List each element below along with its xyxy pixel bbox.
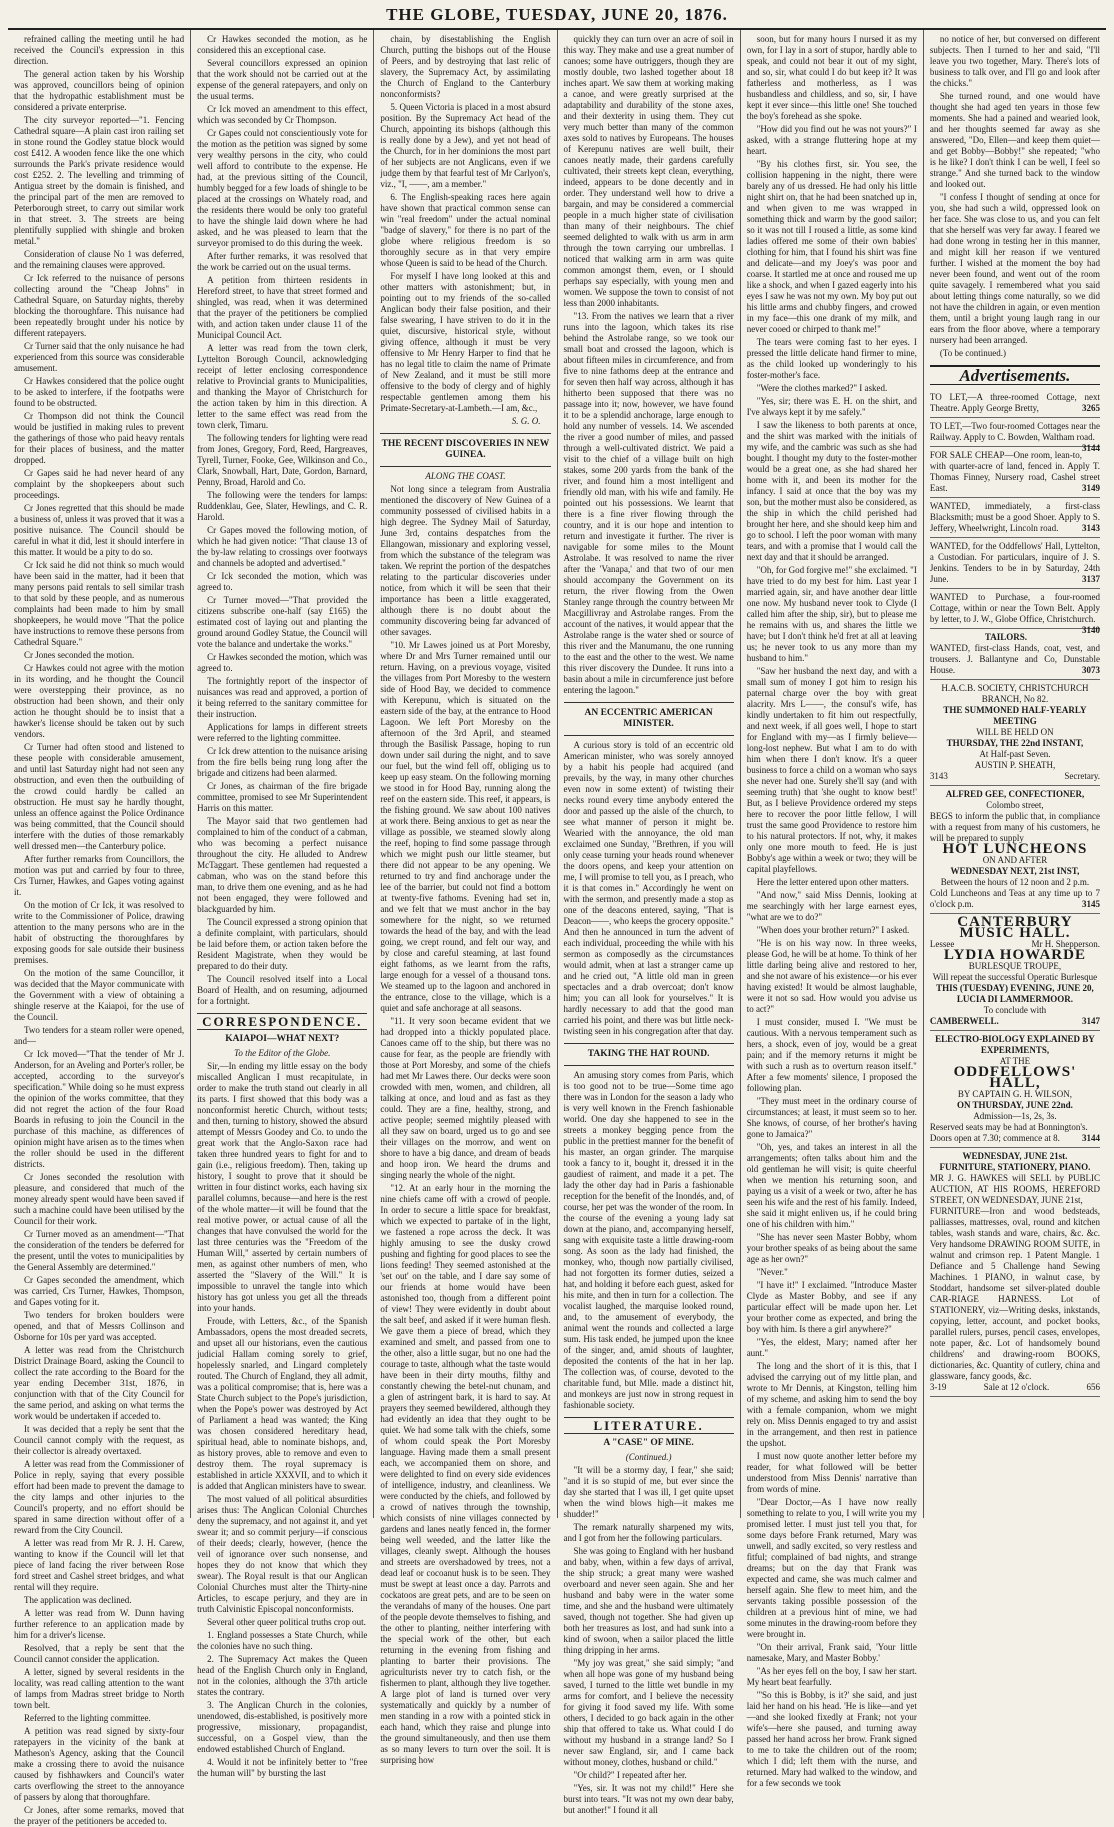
paragraph: 4. Would it not be infinitely better to "free the human will" by bursting the last [197, 1757, 368, 1778]
paragraph: The Council resolved itself into a Local Board of Health, and on resuming, adjourned for a fortnight. [197, 974, 368, 1006]
paragraph: The long and the short of it is this, that I advised the carrying out of my little plan, and wrote to Mr Dennis, at Kingston, telling him of my scheme, and asking him to send the boy with a female companion, whom we might rely on. Miss Dennis engaged to try and assist in the arrangement, and then rest in patience the upshot. [746, 1361, 917, 1448]
paragraph: no notice of her, but conversed on different subjects. Then I turned to her and said, "I'll leave you two together, Mary. There's lots of business to talk over, and I'll go and look after the chicks." [929, 34, 1101, 88]
alfred-foot [930, 888, 1100, 910]
paragraph: Cr Hawkes could not agree with the motion in its wording, and he thought the Council were overstepping their province, as no obstruction had been shown, and their only action he thought should be to insist that a hawker's license should be taken out by such vendors. [14, 663, 185, 739]
paragraph: For myself I have long looked at this and other matters with astonishment; but, in pointing out to my friends of the so-called Anglican body their false position, and their false swearing, I have striven to do it in the quiet, discursive, historical style, without giving offence, although it must be very offensive to Mr Henry Harper to find that he has no legal title to claim the name of Primate of New Zealand, and it must be still more offensive to the body of clergy and of highly respectable gentlemen among them his Primate-Secretary-at-Lambeth.—I am, &c., [380, 271, 551, 413]
paragraph: "10. Mr Lawes joined us at Port Moresby, where Dr and Mrs Turner remained until our return. Having, on a previous voyage, visited the villages from Port Moresby to the western side of Hood Bay, we decided to commence with Kerepunu, which is situated on the eastern side of the bay, at the entrance to Hood Lagoon. We left Port Moresby on the afternoon of the 3rd April, and steamed through the Basilisk Passage, hoping to run down under sail during the night, and to save our fuel, but the wind fell off, obliging us to keep up easy steam. On the following morning we stood in for Hood Bay, running along the reef on the eastern side. This reef, it appears, is the fishing ground. We saw about 100 natives at work there. Being anxious to get as near the village as possible, we steamed slowly along the reef, hoping to find some passage through which we might push our little steamer, but there did not appear to be any opening. We returned to try and find anchorage under the lee of the barrier, but could not find a bottom at twenty-five fathoms. Evening had set in, and we felt that we must anchor in the bay somewhere for the night, so we returned towards the head of the bay, and with the lead going, we crept round, and felt our way, and by close and careful steaming, at last found eight fathoms, as we learnt from the rafts, large enough for a vessel of a thousand tons. We steamed up to the lagoon and anchored in the entrance, close to the village, which is a quiet and safe anchorage at all seasons. [380, 640, 551, 1013]
music-hall-ad [930, 914, 1100, 1031]
paragraph: The general action taken by his Worship was approved, councillors being of opinion that the hydropathic establishment must be considered a private enterprise. [14, 69, 185, 112]
paragraph: Cr Turner moved—"That provided the citizens subscribe one-half (say £165) the estimated cost of laying out and planting the ground around Godley Statue, the Council will vote the balance and undertake the works." [197, 595, 368, 649]
paragraph: The remark naturally sharpened my wits, and I got from her the following particulars. [563, 1522, 734, 1543]
paragraph: "They must meet in the ordinary course of circumstances; at least, it must seem so to her. She knows, of course, of her brother's having gone to Jamaica?" [746, 1096, 917, 1139]
electro-at: AT THE [999, 1056, 1031, 1066]
tailors-heading: TAILORS. [984, 632, 1027, 642]
classified-ad [929, 589, 1101, 635]
paragraph: A letter was read from the Christchurch District Drainage Board, asking the Council to collect the rate according to the Board for the year ending December 31st, 1876, in conjunction with that of the City Council for the same period, and asking on what terms the work would be undertaken if acceded to. [14, 1345, 185, 1421]
paragraph: "Oh, for God forgive me!" she exclaimed. "I have tried to do my best for him. Last year I married again, sir, and have another dear little one now. My husband never took to Clyde (I called him after the ship, sir), but to please me he remains with us, and shares the little we have; but I don't think he'd fret at all at leaving us; he never took to us any more than my husband to him." [746, 565, 917, 663]
paragraph: "Saw her husband the next day, and with a small sum of money I got him to resign his paternal charge over the boy with great alacrity. Mrs L——, the consul's wife, has kindly undertaken to fit him out respectfully, and next week, if all goes well, I hope to start for England with my—as I firmly believe—long-lost nephew. But what I am to do with him when there I don't know. It's a queer business to force a child on a woman who says she never had one. Surely she'll say (and with seeming truth) that 'she ought to know best!' But, as I believe Providence ordered my steps here to recover the poor little fellow, I will trust the same good Providence to restore him to his natural protectors. If not, why, it makes only one more mouth to feed. He is just Bobby's age within a week or two; they will be capital playfellows. [746, 666, 917, 874]
masthead: THE GLOBE, TUESDAY, JUNE 20, 1876. [8, 4, 1106, 30]
music-cam: CAMBERWELL. [929, 1016, 999, 1026]
electro-ad [930, 1031, 1100, 1148]
paragraph: I saw the likeness to both parents at once, and the shirt was marked with the initials of my wife, and the cambric was such as she had bought. I thought my duty to the foster-mother would be a great one, as she had shared her home with it, and been its mother for the infancy. I said at once that the boy was my son, but the mother must also be considered, as the ship in which the child perished had brought her here, and she should keep him and go to school. I left the poor woman with many tears, and with a promise that I would call the next day and that it should be arranged. [746, 420, 917, 562]
electro-title: ELECTRO-BIOLOGY EXPLAINED BY EXPERIMENTS, [935, 1034, 1095, 1055]
hacbs-line2: WILL BE HELD ON [976, 727, 1054, 737]
literature-title: A "CASE" OF MINE. [603, 1438, 694, 1448]
electro-on: ON THURSDAY, JUNE 22nd. [956, 1100, 1073, 1110]
paragraph: An amusing story comes from Paris, which is too good not to be true—Some time ago there was in London for the season a lady who is very well known in the French fashionable world. One day she happened to see in the streets a monkey begging pence from the public in the prettiest manner for the benefit of his master, an organ grinder. The marquise took a fancy to it, bought it, dressed it in the gaudiest of raiment, and made it a pet. The lady the other day had in Paris a fashionable reception for the benefit of the Inondés, and, of course, her pet was the wonder of the room. In the course of the evening a young lady sat down at the piano, and, accompanying herself, sang with exquisite taste a little drawing-room song. As soon as the lady had finished, the monkey, who, though now partially civilised, had not forgotten its former duties, seized a hat, and holding it before each guest, asked for his mite, and then in turn for a collection. The vocalist laughed, the marquise looked round, and, to the amusement of everybody, the animal went the rounds and collected a large sum. His task ended, he jumped upon the knee of the singer, and, amid shouts of laughter, deposited the contents of the hat in her lap. The collection was, of course, devoted to the charitable fund, but Mlle. made a distinct hit, and monkeys are just now in strong request in fashionable society. [563, 1070, 734, 1410]
columns [8, 30, 1106, 1826]
paragraph: Cr Ick seconded the motion, which was agreed to. [197, 571, 368, 592]
hacbs-line3: THURSDAY, THE 22nd INSTANT, [946, 738, 1084, 748]
correspondence-heading-block [197, 1013, 367, 1030]
paragraph: Cr Ick moved an amendment to this effect, which was seconded by Cr Thompson. [197, 104, 368, 125]
paragraph: The Mayor said that two gentlemen had complained to him of the conduct of a cabman, who was becoming a perfect nuisance throughout the city. He alluded to Andrew McTaggart. These gentlemen had requested a cabman, who was on the stand before this man, to drive them one evening, and as he had not been engaged, they were followed and blackguarded by him. [197, 816, 368, 914]
paragraph: Cr Turner had often stood and listened to these people with considerable amusement, and until last Saturday night had not seen any obstruction, and even then the outbuilding of the crowd could hardly be called an obstruction. He must say he hardly thought, unless an offence against the Police Ordinance was being committed, that the Council should interfere with the duties of those remarkably well dressed men—the Canterbury police. [14, 742, 185, 851]
hat-title: TAKING THE HAT ROUND. [587, 1049, 710, 1059]
paragraph: Referred to the lighting committee. [24, 1713, 151, 1723]
paragraph: A letter was read from the Commissioner of Police in reply, saying that every possible effort had been made to prevent the damage to the city lamps and other injuries to the Council's property, and no effort should be spared in same direction without offer of a reward from the City Council. [14, 1459, 185, 1535]
column-2 [191, 30, 374, 1778]
paragraph: 2. The Supremacy Act makes the Queen head of the English Church only in England, not in the colonies, although the 37th article states the contrary. [197, 1654, 368, 1697]
paragraph: (To be continued.) [939, 348, 1006, 358]
column-5 [741, 30, 924, 1788]
electro-res: Reserved seats may be had at Bonnington's. [929, 1122, 1088, 1132]
classified-ad-ref: 3137 [1082, 574, 1101, 584]
classified-ad-text: TO LET,—A three-roomed Cottage, next Theatre. Apply George Bretty, [929, 392, 1101, 413]
paragraph: refrained calling the meeting until he had received the Council's expression in this direction. [14, 34, 185, 66]
auction-sub: FURNITURE, STATIONERY, PIANO. [939, 1162, 1091, 1172]
auction-body: FURNITURE—Iron and wood bedsteads, palliasses, mattresses, oval, round and kitchen tables, wash stands and ware, chairs, &c. &c. Very handsome DRAWING ROOM SUITE, in walnut and crimson rep. 1 Patent Mangle. 1 Defiance and 5 Challenge hand Sewing Machines. 1 PIANO, in walnut case, by Stoddart, handsome set silver-plated double CAR-RIAGE HARNESS. Lot of STATIONERY, viz—Writing desks, inkstands, copying, letter, account, and pocket books, parallel rulers, purses, pencil cases, envelopes, note paper, &c. Lot of handsomely bound childrens' and drawing-room BOOKS, dictionaries, &c. Quantity of cutlery, china and glassware, fancy goods, &c. [929, 1206, 1101, 1381]
paragraph: Cr Ick drew attention to the nuisance arising from the fire bells being rung long after the brigade and citizens had been alarmed. [197, 746, 368, 778]
music-troupe: LYDIA HOWARDE [943, 947, 1086, 963]
paragraph: Cr Hawkes seconded the motion, as he considered this an exceptional case. [197, 34, 368, 55]
hat-heading-block [564, 1043, 734, 1066]
alfred-ref: 3145 [1082, 899, 1101, 909]
paragraph: "And now," said Miss Dennis, looking at me searchingly with her large earnest eyes, "what are we to do?" [746, 890, 917, 922]
paragraph: "'So this is Bobby, is it?' she said, and just laid her hand on his head. 'He is like—and yet—and she looked fixedly at Frank; not your wife's—here she paused, and turning away passed her hand across her brow. Frank signed to me to take the children out of the room; which I did; left them with the nurse, and returned. Mary had walked to the window, and for a few seconds we took [746, 1690, 917, 1788]
alfred-big: HOT LUNCHEONS [942, 841, 1088, 857]
paragraph: "Yes, sir. It was not my child!" Here she burst into tears. "It was not my own dear baby, but another!" I found it all [563, 1783, 734, 1815]
paragraph: I must consider, mused I. "We must be cautious. With a nervous temperament such as hers, a shock, even of joy, would be a great pain; and if the memory returns it might be with such a rush as to overturn reason itself." After a few moments' silence, I proposed the following plan. [746, 1017, 917, 1093]
paragraph: Cr Ick said he did not think so much would have been said in the matter, had it been that many persons paid rentals to sell similar trash to that sold by these people, and as numerous complaints had been made to him by small shopkeepers, he would move "That the police have instructions to remove these persons from Cathedral Square." [14, 560, 185, 647]
paragraph: Cr Thompson did not think the Council would be justified in making rules to prevent the gatherings of those who paid heavy rentals for their places of business, and the matter dropped. [14, 411, 185, 465]
paragraph: Cr Gapes said he had never heard of any complaint by the shopkeepers about such proceedings. [14, 468, 185, 500]
alfred-text: BEGS to inform the public that, in compliance with a request from many of his customers, he will be prepared to supply [929, 811, 1101, 843]
paragraph: Applications for lamps in different streets were referred to the lighting committee. [197, 722, 368, 743]
paragraph: On the motion of the same Councillor, it was decided that the Mayor communicate with the Government with a view of obtaining a shingle reserve at the Kaiapoi, for the use of the Council. [14, 968, 185, 1022]
paragraph: quickly they can turn over an acre of soil in this way. They make and use a great number of canoes; some have outriggers, though they are mostly double, two lashed together about 18 inches apart. We saw them at working making a canoe, and were greatly surprised at the adaptability and durability of the stone axes, and their dexterity in using them. They cut very much better than many of the common axes sold to natives by Europeans. The houses of Kerepunu natives are well built, their canoes neatly made, their gardens carefully cultivated, their streets kept clean, everything, indeed, appears to be done decently and in order. They understand well how to drive a bargain, and may be considered a commercial people in a much higher state of civilisation than many of their neighbours. The chief seemed delighted to walk with us arm in arm through the town carrying our umbrellas. I noticed that walking arm in arm was quite common amongst them, even, or I should perhaps say especially, with young men and women. We suppose the town to consist of not less than 2000 inhabitants. [563, 34, 734, 308]
paragraph: "Never." [756, 1267, 788, 1277]
correspondence-to: To the Editor of the Globe. [234, 1048, 331, 1058]
hacbs-line4: At Half-past Seven. [979, 749, 1051, 759]
paragraph: The fortnightly report of the inspector of nuisances was read and approved, a portion of it being referred to the sanitary committee for their instruction. [197, 676, 368, 719]
paragraph: Cr Gapes moved the following motion, of which he had given notice: "That clause 13 of the by-law relating to crossings over footways and channels be adopted and advertised." [197, 525, 368, 568]
classified-ad-ref: 3149 [1082, 483, 1101, 493]
paragraph: "Were the clothes marked?" I asked. [756, 383, 888, 393]
paragraph: The application was declined. [24, 1595, 132, 1605]
classified-ad [930, 538, 1100, 589]
literature-heading: LITERATURE. [593, 1418, 704, 1433]
paragraph: Cr Jones seconded the resolution with pleasure, and considered that much of the money already spent would have been saved if such a machine could have been utilised by the Council for their work. [14, 1172, 185, 1226]
paragraph: The Council expressed a strong opinion that a definite complaint, with particulars, should be laid before them, or action taken before the Resident Magistrate, when they would be prepared to do their duty. [197, 917, 368, 971]
paragraph: 3. The Anglican Church in the colonies, unendowed, dis-established, is positively more progressive, missionary, propagandist, successful, on a Gospel view, than the endowed established Church of England. [197, 1700, 368, 1754]
music-this: THIS (TUESDAY) EVENING, JUNE 20, [936, 983, 1094, 993]
classified-ad-ref: 3265 [1082, 403, 1101, 413]
paragraph: Cr Gapes seconded the amendment, which was carried, Crs Turner, Hawkes, Thompson, and Gapes voting for it. [14, 1275, 185, 1307]
paragraph: 5. Queen Victoria is placed in a most absurd position. By the Supremacy Act head of the Church, appointing its bishops (although this is really done by a Jew), and yet not head of the Church, for in her dominions the most part of her subjects are not Anglicans, even if we judge them by that fearful test of Mr Carlyon's, viz., "I, ——, am a member." [380, 102, 551, 189]
paragraph: A letter, signed by several residents in the locality, was read calling attention to the want of lamps from Madras street bridge to North town belt. [14, 1667, 185, 1710]
paragraph: A letter was read from Mr R. J. H. Carew, wanting to know if the Council will let that piece of land facing the river between Rose ford street and Cashel street bridges, and what rental will they require. [14, 1538, 185, 1592]
paragraph: Cr Gapes could not conscientiously vote for the motion as the petition was signed by some very wealthy persons in the city, who could well afford to contribute to the expense. He had, at the previous sitting of the Council, humbly begged for a few loads of shingle to be placed at the crossings on Whately road, and the residents there would be only too grateful to have the shingle laid down where he had asked, and he was pleased to learn that the surveyor promised to do this during the week. [197, 128, 368, 248]
eccentric-title: AN ECCENTRIC AMERICAN MINISTER. [584, 708, 713, 729]
alfred-when: ON AND AFTER [982, 855, 1048, 865]
discoveries-heading-block [380, 433, 550, 467]
paragraph: "How did you find out he was not yours?" I asked, with a strange fluttering hope at my heart. [746, 124, 917, 156]
music-conclude: To conclude with [983, 1005, 1047, 1015]
paragraph: The city surveyor reported—"1. Fencing Cathedral square—A plain cast iron railing set in stone round the Godley statue block would cost £412. A wooden fence like the one which surrounds the Park's private residence would cost £252. 2. The levelling and trimming of Antigua street by the domain is finished, and the principal part of the men are removed to Peterborough street, to carry out similar work in that street. 3. The streets are being plentifully supplied with shingle and broken metal." [14, 115, 185, 246]
music-burl: BURLESQUE TROUPE, [968, 961, 1062, 971]
advertisements-heading: Advertisements. [930, 365, 1100, 385]
music-lessee-name: Mr H. Shepperson. [1031, 939, 1101, 949]
paragraph: A letter was read from W. Dunn having further reference to an application made by him for a driver's license. [14, 1608, 185, 1640]
paragraph: Cr Jones regretted that this should be made a business of, unless it was proved that it was a positive nuisance. The Council should be careful in what it did, lest it should interfere in this matter. It would be a pity to do so. [14, 503, 185, 557]
electro-foot [930, 1133, 1100, 1144]
paragraph: "She has never seen Master Bobby, whom your brother speaks of as being about the same age as her own?" [746, 1232, 917, 1264]
paragraph: Several other queer political truths crop out. [207, 1617, 366, 1627]
classified-ad-text: TO LET,—Two four-roomed Cottages near the Railway. Apply to C. Bowden, Waltham road. [929, 421, 1101, 442]
paragraph: After further remarks from Councillors, the motion was put and carried by four to three, Crs Turner, Hawkes, and Gapes voting against it. [14, 854, 185, 897]
classified-ad-ref: 3143 [1082, 523, 1101, 533]
tailors-ad [930, 629, 1100, 680]
eccentric-heading-block [564, 702, 734, 736]
discoveries-title: THE RECENT DISCOVERIES IN NEW GUINEA. [381, 439, 550, 460]
paragraph: chain, by disestablishing the English Church, putting the bishops out of the House of Peers, and by destroying that last relic of slavery, the Supremacy Act, by assimilating the Church of England to the Canterbury nonconformists? [380, 34, 551, 99]
paragraph: Cr Turner said that the only nuisance he had experienced from this source was considerable amusement. [14, 341, 185, 373]
column-1 [8, 30, 191, 1826]
paragraph: "Dear Doctor,—As I have now really something to relate to you, I will write you my promised letter. I must just tell you that, for some days before Frank returned, Mary was unwell, and sadly excited, so very restless and fitful; complained of bad nights, and strange dreams; but on the day that Frank was expected and came, she was much calmer and herself again. She flew to meet him, and the servants taking possible possession of the children at a previous hint of mine, we had some minutes in the drawing-room before they were brought in. [746, 1497, 917, 1639]
auction-foot-text: Sale at 12 o'clock. [983, 1382, 1050, 1392]
hacbs-ref: 3143 [929, 771, 948, 781]
paragraph: Cr Jones, after some remarks, moved that the prayer of the petitioners be acceded to. [14, 1805, 185, 1826]
paragraph: Cr Jones, as chairman of the fire brigade committee, promised to see Mr Superintendent Harris on this matter. [197, 781, 368, 813]
paragraph: Two tenders for a steam roller were opened, and— [14, 1025, 185, 1046]
paragraph: The following were the tenders for lamps: Ruddenklau, Gee, Slater, Hewlings, and C. R. Harold. [197, 490, 368, 522]
tailors-ref: 3073 [1082, 665, 1101, 675]
paragraph: "I have it!" I exclaimed. "Introduce Master Clyde as Master Bobby, and see if any particular effect will be made upon her. Let your brother come as expected, and bring the boy with him. Is there a girl anywhere?" [746, 1280, 917, 1334]
paragraph: "11. It very soon became evident that we had dropped into a thickly populated place. Canoes came off to the ship, but there was no cause for fear, as the people are friendly with those at Port Moresby, and some of the chiefs had met Mr Lawes there. Our decks were soon crowded with men, women, and children, all talking at once, and loud and as fast as they could. They are a fine, healthy, strong, and active people; seemed mightily pleased with all they saw on board, urged us to go and see their villages on the morrow, and went on shore to have a big dance, and dream of beads and hoop iron. We heard the drums and singing nearly the whole of the night. [380, 1016, 551, 1180]
paragraph: Froude, with Letters, &c., of the Spanish Ambassadors, opens the most dreaded secrets, and upset all our historians, even the cautious judicial Hallam coming sorely to grief, hopelessly snarled, and Lingard completely routed. The Church of England, they all admit, was a political compromise; that is, here was a State Church subject to the Pope's jurisdiction, when the Pope's power was destroyed by Act of Parliament a head was wanted; the King was chosen considered hereditary head, spiritual head, able to nominate bishops, and, as history proves, able to remove and even to destroy them. The royal supremacy is established in article XXXVII, and to which it is added that Anglican ministers have to swear. [197, 1316, 368, 1491]
paragraph: "My joy was great," she said simply; "and when all hope was gone of my husband being saved, I turned to the little wet bundle in my arms for comfort, and I believe the necessity for giving it food saved my life. With some others, I decided to go back again in the other ship that offered to take us. What could I do without my husband in a strange land? So I never saw England, sir, and I came back without money, clothes, husband or child." [563, 1658, 734, 1767]
column-3 [374, 30, 557, 1765]
paragraph: I must now quote another letter before my reader, for what followed will be better understood from Miss Dennis' narrative than from words of mine. [746, 1451, 917, 1494]
hacbs-name: AUSTIN P. SHEATH, [974, 760, 1056, 770]
paragraph: Cr Ick moved—"That the tender of Mr J. Anderson, for an Aveling and Porter's roller, be accepted, according to the surveyor's specification." While doing so he must express the opinion of the works committee, that they did not regret the action of the four Road Boards in refusing to join the Council in the purchase of this machine, as differences of opinion might have arisen as to the times when the roller should be used in the different districts. [14, 1049, 185, 1169]
paragraph: On the motion of Cr Ick, it was resolved to write to the Commissioner of Police, drawing attention to the many persons who are in the habit of obstructing the thoroughfares by exposing goods for sale outside their business premises. [14, 900, 185, 965]
paragraph: She was going to England with her husband and baby, when, within a few days of arrival, the ship struck; a great many were washed overboard and never seen again. She and her husband and baby were in the water some time, and she and the husband were ultimately saved, though not together. She had given up both her treasures as lost, and had sunk into a kind of swoon, when a sailor placed the little thing dripping in her arms. [563, 1546, 734, 1655]
paragraph: "On their arrival, Frank said, 'Your little namesake, Mary, and Master Bobby.' [746, 1642, 917, 1663]
paragraph: "Yes, sir; there was E. H. on the shirt, and I've always kept it by me safely." [746, 396, 917, 417]
paragraph: A petition from thirteen residents in Hereford street, to have that street formed and shingled, was read, when it was determined that the prayer of the petitioners be complied with, and action taken under clause 11 of the Municipal Council Act. [197, 275, 368, 340]
column-6 [924, 30, 1106, 1518]
alfred-street: Colombo street, [986, 800, 1044, 810]
auction-head: WEDNESDAY, JUNE 21st. [962, 1151, 1068, 1161]
electro-by: BY CAPTAIN G. H. WILSON, [957, 1089, 1072, 1099]
paragraph: Cr Jones seconded the motion. [24, 650, 135, 660]
paragraph: The following tenders for lighting were read from Jones, Gregory, Ford, Reed, Hargreaves, Tyrell, Turner, Fooke, Gee, Wilkinson and Co., Clark, Snowball, Hart, Date, Gordon, Barnard, Penny, Broad, Harold and Co. [197, 433, 368, 487]
paragraph: Sir,—In ending my little essay on the body miscalled Anglican I must recapitulate, in order to make the truth stand out clearly in all its parts. I first showed that this body was a nonconformist heretic Church, without tests; and then, turning to history, showed the absurd attempt of Messrs Goodey and Co. to undo the great work that the Anglo-Saxon race had taken three hundred years to fight for and to gain (i.e., religious freedom). Then, taking up history, I sought to prove that it should be written in four distinct works, each having six parallel columns, because—and here is the rest of the whole matter—it will be found that the real motive power, or actual cause of all the changes that have convulsed the world for the last three centuries was the "Freedom of the Human Will," asserted by certain numbers of men, as against other numbers of men, who asserted the "Slavery of the Will." It is impossible to unravel the tangle into which history has got unless you get all the threads into your hands. [197, 1061, 368, 1313]
paragraph: Two tenders for broken boulders were opened, and that of Messrs Collinson and Osborne for 10s per yard was accepted. [14, 1310, 185, 1342]
classified-ad-text: WANTED to Purchase, a four-roomed Cottage, within or near the Town Belt. Apply by letter, to J. W., Globe Office, Christchurch. [929, 592, 1101, 624]
paragraph: soon, but for many hours I nursed it as my own, for I lay in a sort of stupor, hardly able to speak, and could not bear it out of my sight, and so, sir, what could I do but keep it? It was fatherless and motherless, as I was husbandless and childless, and so, sir, I have kept it ever since—this little one! She touched the boy's forehead as she spoke. [746, 34, 917, 121]
paragraph: "Oh, yes, and takes an interest in all the arrangements; often talks about him and the old gentleman he will visit; is quite cheerful when we mention his returning soon, and paying us a visit of a week or two, after he has seen his wife and the rest of his family. Indeed, she said it might enliven us, if he could bring one of his children with him." [746, 1142, 917, 1229]
paragraph: After further remarks, it was resolved that the work be carried out on the usual terms. [197, 251, 368, 272]
paragraph: Not long since a telegram from Australia mentioned the discovery of New Guinea of a community possessed of civilised habits in a high degree. The Sydney Mail of Saturday, June 3rd, contains despatches from the Ellangowan, missionary and exploring vessel, from which the substance of the telegram was taken. We reprint the portion of the despatches relating to the particular discoveries under notice, from which it will be seen that their importance has been a little exaggerated, although there is no doubt about the community discovering being far advanced of other savages. [380, 484, 551, 637]
classified-ad-text: FOR SALE CHEAP—One room, lean-to, with quarter-acre of land, fenced in. Apply T. Thomas Finney, Nursery road, Cashel street East. [929, 450, 1101, 493]
paragraph: "Yes, the eldest, Mary; named after her aunt." [746, 1337, 917, 1358]
paragraph: It was decided that a reply be sent that the Council cannot comply with the request, as their collector is already overtaxed. [14, 1424, 185, 1456]
music-repeat: Will repeat the successful Operatic Burlesque [932, 972, 1098, 982]
paragraph: Cr Ick referred to the nuisance of persons collecting around the "Cheap Johns" in Cathedral Square, on Saturday nights, thereby blocking the thoroughfare. This nuisance had been repeatedly brought under his notice by different ratepayers. [14, 273, 185, 338]
auction-left: 3-19 [929, 1382, 947, 1392]
signature: S. G. O. [511, 416, 541, 426]
tailors-text: WANTED, first-class Hands, coat, vest, and trousers. J. Ballantyne and Co, Dunstable House. [929, 643, 1101, 675]
electro-adm: Admission—1s, 2s, 3s. [973, 1111, 1057, 1121]
paragraph: Cr Hawkes considered that the police ought to be asked to interfere, if the footpaths were found to be obstructed. [14, 376, 185, 408]
auction-text: MR J. G. HAWKES will SELL by PUBLIC AUCTION, AT HIS ROOMS, HEREFORD STREET, ON WEDNESDAY, JUNE 21st, [929, 1173, 1101, 1205]
column-4 [558, 30, 741, 1815]
paragraph: Several councillors expressed an opinion that the work should not be carried out at the expense of the general ratepayers, and only on the usual terms. [197, 58, 368, 101]
paragraph: 1. England possesses a State Church, while the colonies have no such thing. [197, 1630, 368, 1651]
hacbs-line1: THE SUMMONED HALF-YEARLY MEETING [943, 705, 1087, 726]
paragraph: "I confess I thought of sending at once for you, she had such a wild, oppressed look on her face. She was close to us, and you can felt that she herself was very far away. I feared we had done wrong in testing her in this manner, and might kill her reason if we ventured further. I wished at the moment the boy had never been found, and went out of the room quite savagely. I remembered what you said about letting things come naturally, so we did not have the children in again, or even mention them, until a bright young laugh rang in our ears from the floor above, where a temporary nursery had been arranged. [929, 192, 1101, 345]
hacbs-footer [930, 771, 1100, 782]
paragraph: "Or child?" I repeated after her. [573, 1770, 687, 1780]
classified-ad [929, 418, 1101, 453]
correspondence-heading: CORRESPONDENCE. [202, 1014, 363, 1029]
electro-big: ODDFELLOWS' HALL, [953, 1064, 1077, 1091]
auction-ad [930, 1148, 1100, 1397]
paragraph: "He is on his way now. In three weeks, please God, he will be at home. To think of her little darling being alive and restored to her, and she not aware of his existence—or his ever having existed! It would be almost laughable, were it not so sad. How would you advise us to act?" [746, 938, 917, 1014]
paragraph: "By his clothes first, sir. You see, the collision happening in the night, there were barely any of us dressed. He had only his little night shirt on, that he had been snatched up in, and when given to me was wrapped in something thick and warm by the good sailor; so it was not till I roused a little, as some kind ladies offered me some of their own babies' clothing for him, that I found his shirt was fine and delicate—and my Joey's was poor and coarse. It startled me at once and roused me up like a shock, and when I gazed eagerly into his eyes I saw he was not my own. My boy put out his little arms and chubby fingers, and crowed in my face—this one drank of my milk, and never cooed or chirped to thank me!" [746, 159, 917, 334]
classified-ad-text: WANTED, for the Oddfellows' Hall, Lyttelton, a Custodian. For particulars, inquire of J. S. Jenkins. Tenders to be in by Saturday, 24th June. [929, 541, 1101, 584]
paragraph: She turned round, and one would have thought she had aged ten years in those few moments. She had a pained and wearied look, and her thoughts seemed far away as she answered, "Do, Ellen—and keep them quiet—and get Bobby—Bobby!" she repeated; "who is he like? I don't think I can be well, I feel so strange." And she turned back to the window and looked out. [929, 91, 1101, 189]
paragraph: "When does your brother return?" I asked. [756, 925, 910, 935]
correspondence-title: KAIAPOI—WHAT NEXT? [225, 1034, 340, 1044]
auction-foot [930, 1382, 1100, 1393]
classified-ad-text: WANTED, immediately, a first-class Blacksmith; must be a good Shoer. Apply to S. Jeffery, Wheelwright, Lincoln road. [929, 501, 1101, 533]
paragraph: 6. The English-speaking races here again have shown that practical common sense can win "real freedom" under the actual nominal "badge of slavery," for there is no part of the globe where religious freedom is so thoroughly secure as in that very empire whose Queen is said to be head of the Church. [380, 192, 551, 268]
literature-heading-block [564, 1417, 734, 1434]
discoveries-subtitle: ALONG THE COAST. [425, 471, 506, 481]
classified-ad [930, 498, 1100, 538]
alfred-date: WEDNESDAY NEXT, 21st INST, [950, 866, 1080, 876]
alfred-foot-text: Cold Luncheons and Teas at any time up to 7 o'clock p.m. [929, 888, 1101, 909]
music-foot [930, 1016, 1100, 1027]
music-ref: 3147 [1082, 1016, 1101, 1026]
alfred-gee-ad [930, 786, 1100, 914]
paragraph: The most valued of all political absurdities arises thus: The Anglican Colonial Churches deny the supremacy, and not against it, and yet swear it; and so commit perjury—if conscious of their deeds; clearly, however, (hence the veil of ignorance over such nonsense, and hopes they do not know that which they swear). The Royal result is that our Anglican Colonial Churches must alter the Thirty-nine Articles, to escape perjury, and they are in truth Calvinistic Episcopal nonconformists. [197, 1494, 368, 1614]
hacbs-ad [930, 680, 1100, 786]
hacbs-role: Secretary. [1064, 771, 1101, 781]
paragraph: A letter was read from the town clerk, Lyttelton Borough Council, acknowledging receipt of letter enclosing correspondence relative to Provincial grants to Municipalities, and thanking the Mayor of Christchurch for the action taken by him in this direction. A letter to the same effect was read from the town clerk, Timaru. [197, 343, 368, 430]
classified-ad [930, 389, 1100, 418]
paragraph: "It will be a stormy day, I fear," she said; "and it is so stupid of me, but ever since the day she started that I was ill, I get quite upset when the wind blows high—it makes me shudder!" [563, 1465, 734, 1519]
paragraph: Cr Turner moved as an amendment—"That the consideration of the tenders be deferred for the present, until the votes to municipalities by the General Assembly are determined." [14, 1229, 185, 1272]
paragraph: Consideration of clause No 1 was deferred, and the remaining clauses were approved. [14, 249, 185, 270]
paragraph: A curious story is told of an eccentric old American minister, who was sorely annoyed by a habit his people had acquired (and prevails, by the way, in many other churches even now in some extent) of twisting their necks round every time anybody entered the door and passed up the aisle of the church, to see what manner of person it might be. Wearied with the annoyance, the old man exclaimed one Sunday, "Brethren, if you will only cease turning your heads round whenever the doors opens, and keep your attention on me, I will promise to tell you, as I preach, who it is that comes in." Accordingly he went on with the sermon, and presently made a stop as one of the deacons entered, saying, "That is Deacon——, who keeps the grocery opposite." And then he announced in turn the advent of each individual, proceeding the while with his sermon as composedly as the circumstances would admit, when at last a stranger came up and he cried out, "A little old man in green spectacles and a drab overcoat; don't know him; you can all look for yourselves." It is hardly necessary to add that the good man carried his point, and there was but little neck-twisting seen in his congregation after that day. [563, 740, 734, 1036]
paragraph: Resolved, that a reply be sent that the Council cannot consider the application. [14, 1643, 185, 1664]
paragraph: The tears were coming fast to her eyes. I pressed the little delicate hand firmer to mine, as the child looked up wonderingly to his foster-mother's face. [746, 337, 917, 380]
music-lessee: Lessee [929, 939, 955, 949]
paragraph: "13. From the natives we learn that a river runs into the lagoon, which takes its rise behind the Astrolabe range, so we took our small boat and crossed the lagoon, which is about fifteen miles in circumference, and from five to nine fathoms deep at the entrance and for seven then half way across, although it has hitherto been supposed that there was no passage into it; now, however, we have found it to be a splendid anchorage, large enough to hold any number of vessels. 14. We ascended the river a good number of miles, and passed through a well-cultivated district. We paid a visit to the chief of a village built on high stakes, some 200 yards from the bank of the river, and found him a most intelligent and friendly old man, with his wife and family. He pointed out his possessions. We learnt that there is a fine river flowing through the country, and it is our hope and intention to return and investigate it further. The river is navigable for some miles to the Mount Astrolabe. It was resolved to name the river after the 'Vanapa,' and that two of our men should accompany the Government on its return, the river flowing from the Owen Stanley range through the country between Mr Macgillivray and Astrolabe ranges. From the account of the natives, it would appear that the Astrolabe range is the water shed or source of this river and the Manumanu, the one running to the east and the other to the west. We name this river discovery the Dundee. It runs into a basin about a mile in circumference just before entering the lagoon." [563, 311, 734, 695]
classified-ad-ref: 3144 [1082, 443, 1101, 453]
electro-doors: Doors open at 7.30; commence at 8. [929, 1133, 1060, 1143]
paragraph: "12. At an early hour in the morning the nine chiefs came off with a crowd of people. In order to secure a little space for breakfast, which we expected to partake of in the light, we fastened a rope across the deck. It was highly amusing to see the dusky crowd pushing and fighting for good places to see the lions feeding! They seemed astonished at the 'set out' on the table, and I dare say some of our friends at home would have been astonished too, though from a different point of view! They were evidently in doubt about the salt beef, and asked if it were human flesh. We gave them a piece of bread, which they examined and smelt, and passed from one to the other, also a little sugar, but no one had the courage to taste, although what the taste would have been in their dirty mouths, filthy and constantly chewing the betel-nut chunam, and a glen of astringent bark, it is hard to say. At prayers they seemed bewildered, although they had evidently an idea that they ought to be quiet. We had some talk with the chiefs, some of whom could speak the Port Moresby language. Having made them a small present each, we accompanied them on shore, and were delighted to find on every side evidences of intelligence, industry, and cleanliness. We were conducted by the chiefs, and followed by a crowd of natives through the township, which consists of nine villages connected by gardens and lanes neatly fenced in, the former being well weeded, and the latter like the villages, cleanly swept. Although the houses and streets are overshadowed by trees, not a dead leaf or cocoanut husk is to be seen. They must be swept at least once a day. Parrots and cockatoos are great pets, and are to be seen on the verandahs of many of the houses. One part of the people devote themselves to fishing, and the other to planting, neither interfering with the special work of the other, but each returning in the evening from fishing and planting to barter their provisions. The agriculturists never try to catch fish, or the fishermen to plant, although they live together. A large plot of land is turned over very systematically and quickly by a number of men standing in a row with a pointed stick in each hand, which they raise and plunge into the ground simultaneously, and then use them as so many levers to turn over the soil. It is surprising how [380, 1183, 551, 1765]
literature-continued: (Continued.) [625, 1452, 672, 1462]
electro-ref: 3144 [1082, 1133, 1101, 1143]
alfred-hours: Between the hours of 12 noon and 2 p.m. [940, 877, 1090, 887]
paragraph: "As her eyes fell on the boy, I saw her start. My heart beat fearfully. [746, 1666, 917, 1687]
paragraph: Here the letter entered upon other matters. [756, 877, 909, 887]
paragraph: A petition was read signed by sixty-four ratepayers in the vicinity of the bank at Matheson's Agency, asking that the Council make a crossing there to avoid the nuisance caused by fishhawkers and Council's water carts overflowing the street to the annoyance of passers by along that thoroughfare. [14, 1726, 185, 1802]
classified-ad [930, 447, 1100, 498]
classified-ad-ref: 3140 [1082, 625, 1101, 635]
auction-ref: 656 [1086, 1382, 1101, 1392]
hacbs-title: H.A.C.B. SOCIETY, CHRISTCHURCH BRANCH, No 82. [941, 683, 1089, 704]
paragraph: Cr Hawkes seconded the motion, which was agreed to. [197, 652, 368, 673]
alfred-name: ALFRED GEE, CONFECTIONER, [945, 789, 1085, 799]
music-lucia: LUCIA DI LAMMERMOOR. [956, 994, 1074, 1004]
music-big: CANTERBURY MUSIC HALL. [957, 914, 1073, 941]
